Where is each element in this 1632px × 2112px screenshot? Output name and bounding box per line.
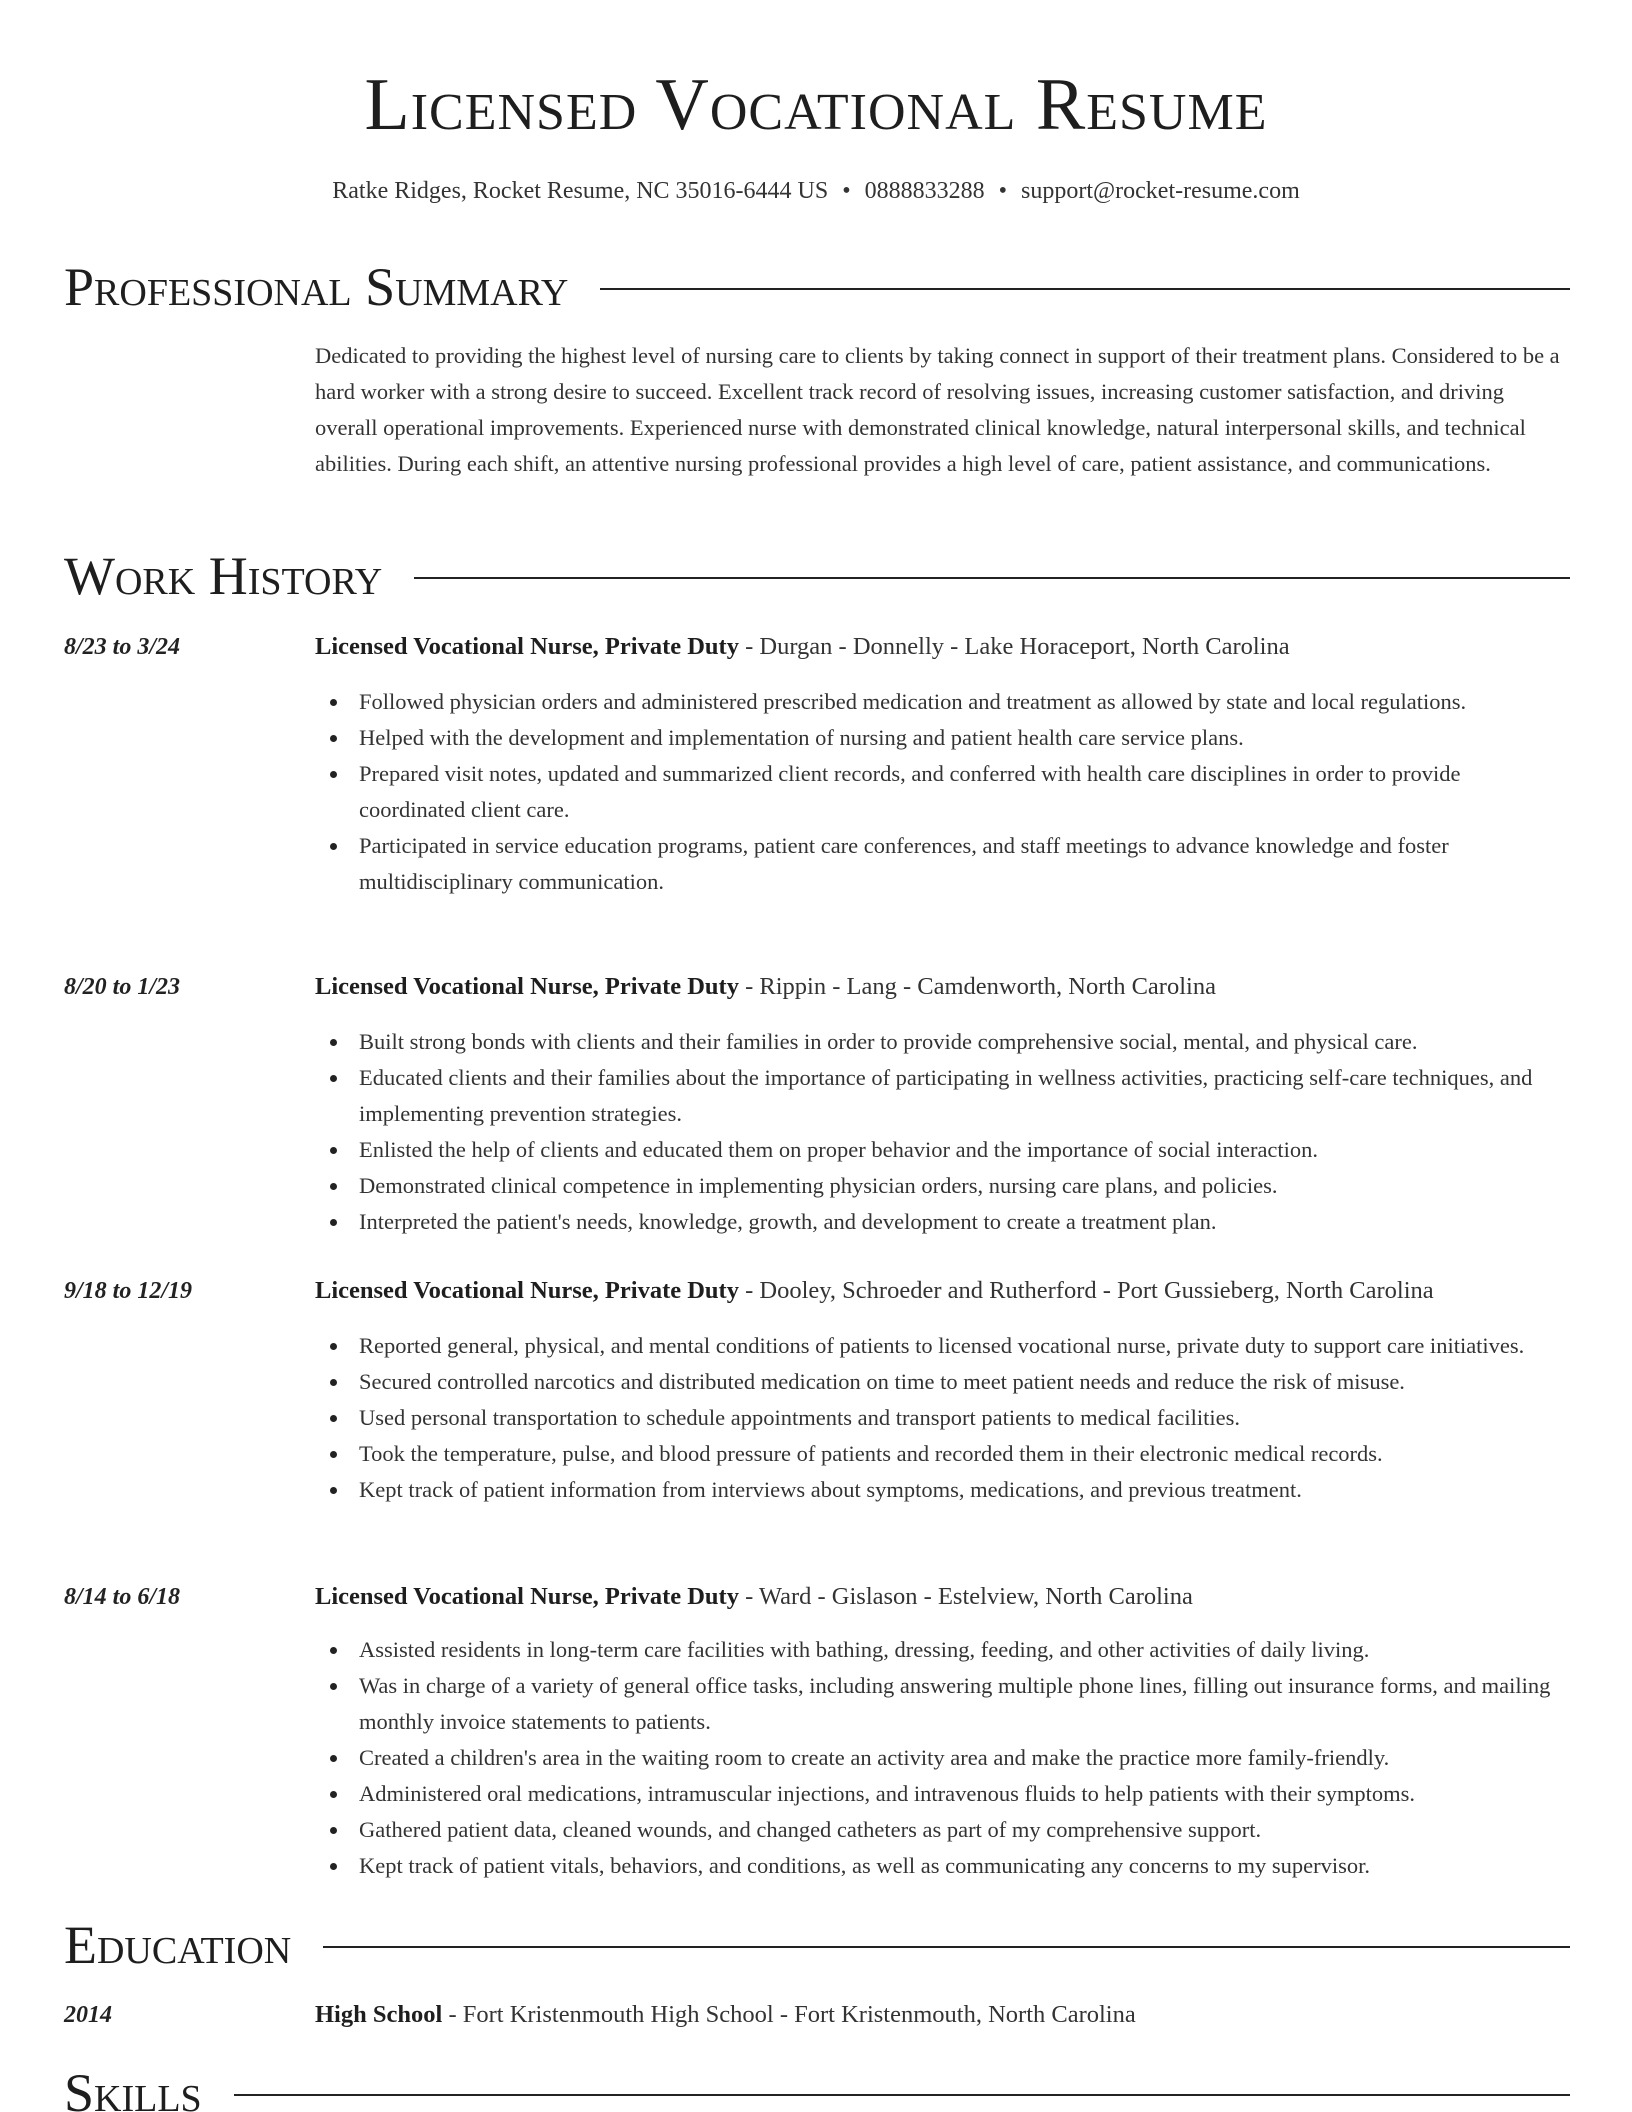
- list-item: Prepared visit notes, updated and summarized client records, and conferred with health care disciplines in order to provide coordinated client care.: [315, 756, 1570, 828]
- education-school: - Fort Kristenmouth High School - Fort Kristenmouth, North Carolina: [442, 2001, 1136, 2028]
- job-bullets: [315, 1024, 1570, 1240]
- contact-separator: •: [998, 178, 1008, 204]
- job-bullets: [315, 1328, 1570, 1508]
- job-title: Licensed Vocational Nurse, Private Duty: [315, 633, 739, 660]
- section-divider: [414, 577, 1570, 579]
- summary-text: Dedicated to providing the highest level of nursing care to clients by taking connect in support of their treatment plans. Considered to be a hard worker with a strong desire to succeed. Excellent track record of resolving issues, increasing customer satisfaction, and driving overall operational improvements. Experienced nurse with demonstrated clinical knowledge, natural interpersonal skills, and technical abilities. During each shift, an attentive nursing professional provides a high level of care, patient assistance, and communications.: [315, 343, 1560, 476]
- list-item: Assisted residents in long-term care facilities with bathing, dressing, feeding, and other activities of daily living.: [315, 1632, 1570, 1668]
- list-item: Kept track of patient information from interviews about symptoms, medications, and previous treatment.: [315, 1472, 1570, 1508]
- list-item: Built strong bonds with clients and their families in order to provide comprehensive social, mental, and physical care.: [315, 1024, 1570, 1060]
- section-divider: [600, 288, 1570, 290]
- education-degree: High School: [315, 2001, 443, 2028]
- job-heading: [315, 1580, 1570, 1614]
- contact-line: [0, 174, 1632, 208]
- contact-email: support@rocket-resume.com: [1021, 178, 1300, 204]
- list-item: Was in charge of a variety of general office tasks, including answering multiple phone lines, filling out insurance forms, and mailing monthly invoice statements to patients.: [315, 1668, 1570, 1740]
- job-date: 8/23 to 3/24: [64, 634, 181, 660]
- list-item: Gathered patient data, cleaned wounds, and changed catheters as part of my comprehensive support.: [315, 1812, 1570, 1848]
- list-item: Used personal transportation to schedule appointments and transport patients to medical facilities.: [315, 1400, 1570, 1436]
- section-work-history: [64, 545, 1570, 607]
- job-heading: [315, 970, 1570, 1004]
- job-date: 8/14 to 6/18: [64, 1584, 181, 1610]
- list-item: Participated in service education programs, patient care conferences, and staff meetings to advance knowledge and foster multidisciplinary communication.: [315, 828, 1570, 900]
- job-heading: [315, 630, 1570, 664]
- section-divider: [234, 2094, 1570, 2096]
- job-date: 8/20 to 1/23: [64, 974, 181, 1000]
- section-education: [64, 1914, 1570, 1976]
- job-bullets: [315, 684, 1570, 900]
- job-employer: - Rippin - Lang - Camdenworth, North Carolina: [738, 973, 1216, 1000]
- education-heading: [315, 1998, 1570, 2032]
- list-item: Demonstrated clinical competence in implementing physician orders, nursing care plans, and policies.: [315, 1168, 1570, 1204]
- job-employer: - Ward - Gislason - Estelview, North Carolina: [738, 1583, 1193, 1610]
- section-title: Education: [64, 1915, 292, 1975]
- contact-phone: 0888833288: [864, 178, 985, 204]
- section-title: Skills: [64, 2063, 202, 2112]
- job-date: 9/18 to 12/19: [64, 1278, 193, 1304]
- list-item: Enlisted the help of clients and educated them on proper behavior and the importance of social interaction.: [315, 1132, 1570, 1168]
- section-divider: [323, 1946, 1570, 1948]
- job-bullets: [315, 1632, 1570, 1884]
- job-title: Licensed Vocational Nurse, Private Duty: [315, 1277, 739, 1304]
- list-item: Kept track of patient vitals, behaviors, and conditions, as well as communicating any concerns to my supervisor.: [315, 1848, 1570, 1884]
- job-employer: - Durgan - Donnelly - Lake Horaceport, North Carolina: [738, 633, 1290, 660]
- contact-address: Ratke Ridges, Rocket Resume, NC 35016-6444 US: [332, 178, 829, 204]
- list-item: Secured controlled narcotics and distributed medication on time to meet patient needs and reduce the risk of misuse.: [315, 1364, 1570, 1400]
- education-date: 2014: [64, 2002, 112, 2028]
- list-item: Educated clients and their families about the importance of participating in wellness activities, practicing self-care techniques, and implementing prevention strategies.: [315, 1060, 1570, 1132]
- contact-separator: •: [842, 178, 851, 204]
- list-item: Helped with the development and implementation of nursing and patient health care service plans.: [315, 720, 1570, 756]
- list-item: Reported general, physical, and mental conditions of patients to licensed vocational nurse, private duty to support care initiatives.: [315, 1328, 1570, 1364]
- job-heading: [315, 1274, 1570, 1308]
- section-title: Professional Summary: [64, 257, 569, 317]
- list-item: Interpreted the patient's needs, knowledge, growth, and development to create a treatment plan.: [315, 1204, 1570, 1240]
- resume-title: Licensed Vocational Resume: [364, 64, 1268, 146]
- section-professional-summary: [64, 256, 1570, 318]
- job-title: Licensed Vocational Nurse, Private Duty: [315, 973, 739, 1000]
- section-title: Work History: [64, 546, 383, 606]
- section-skills: [64, 2062, 1570, 2112]
- list-item: Followed physician orders and administered prescribed medication and treatment as allowed by state and local regulations.: [315, 684, 1570, 720]
- job-title: Licensed Vocational Nurse, Private Duty: [315, 1583, 739, 1610]
- list-item: Administered oral medications, intramuscular injections, and intravenous fluids to help patients with their symptoms.: [315, 1776, 1570, 1812]
- job-employer: - Dooley, Schroeder and Rutherford - Port Gussieberg, North Carolina: [738, 1277, 1434, 1304]
- list-item: Created a children's area in the waiting room to create an activity area and make the practice more family-friendly.: [315, 1740, 1570, 1776]
- list-item: Took the temperature, pulse, and blood pressure of patients and recorded them in their electronic medical records.: [315, 1436, 1570, 1472]
